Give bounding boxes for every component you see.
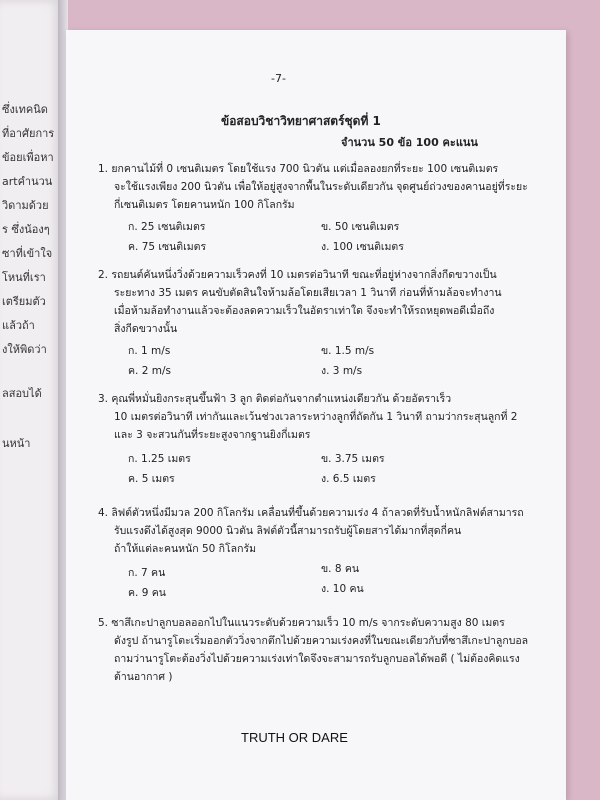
previous-page-text: เตรียมตัว bbox=[2, 295, 46, 308]
previous-page-text: โหนที่เรา bbox=[2, 271, 46, 284]
exam-subtitle: จำนวน 50 ข้อ 100 คะแนน bbox=[341, 136, 478, 149]
previous-page-text: นหน้า bbox=[2, 437, 31, 450]
answer-option[interactable]: ค. 2 m/s bbox=[128, 365, 171, 377]
question-text: จะใช้แรงเพียง 200 นิวตัน เพื่อให้อยู่สูงจากพื้นในระดับเดียวกัน จุดศูนย์ถ่วงของคานอยู่ที่ระยะ bbox=[114, 181, 528, 193]
question-text: และ 3 จะสวนกันที่ระยะสูงจากฐานยิงกี่เมตร bbox=[114, 429, 311, 441]
previous-page-text: artคำนวน bbox=[2, 175, 53, 188]
answer-option[interactable]: ข. 50 เซนติเมตร bbox=[321, 221, 400, 233]
question-text: 5. ซาสึเกะปาลูกบอลออกไปในแนวระดับด้วยความเร็ว 10 m/s จากระดับความสูง 80 เมตร bbox=[98, 617, 505, 629]
previous-page-text: ซึ่งเทคนิด bbox=[2, 103, 48, 116]
previous-page-text: ลสอบได้ bbox=[2, 387, 42, 400]
answer-option[interactable]: ก. 1.25 เมตร bbox=[128, 453, 191, 465]
previous-page-text: ซาที่เข้าใจ bbox=[2, 247, 53, 260]
previous-page-text: ที่อาศัยการ bbox=[2, 127, 55, 140]
answer-option[interactable]: ง. 6.5 เมตร bbox=[321, 473, 376, 485]
answer-option[interactable]: ง. 3 m/s bbox=[321, 365, 363, 377]
question-text: ดังรูป ถ้านารูโตะเริ่มออกตัววิ่งจากตึกไปด้วยความเร่งคงที่ในขณะเดียวกับที่ซาสึเกะปาลูกบอล bbox=[114, 635, 529, 647]
previous-page-text: ข้อยเพื่อหา bbox=[2, 151, 54, 164]
previous-page-text: แล้วถ้า bbox=[2, 319, 35, 332]
answer-option[interactable]: ก. 25 เซนติเมตร bbox=[128, 221, 206, 233]
question-text: ถามว่านารูโตะต้องวิ่งไปด้วยความเร่งเท่าใดจึงจะสามารถรับลูกบอลได้พอดี ( ไม่ต้องคิดแรง bbox=[114, 653, 520, 665]
answer-option[interactable]: ง. 10 คน bbox=[321, 583, 364, 595]
previous-page-text: งให้พิดว่า bbox=[2, 343, 47, 356]
question-text: 3. คุณพี่หมั่นยิงกระสุนขึ้นฟ้า 3 ลูก ติดต่อกันจากตำแหน่งเดียวกัน ด้วยอัตราเร็ว bbox=[98, 393, 452, 405]
question-text: 4. ลิฟต์ตัวหนึ่งมีมวล 200 กิโลกรัม เคลื่อนที่ขึ้นด้วยความเร่ง 4 ถ้าลวดที่รับน้ำหนักลิฟต์สามารถ bbox=[98, 507, 524, 519]
question-text: ต้านอากาศ ) bbox=[114, 671, 173, 683]
question-text: เมื่อห้ามล้อทำงานแล้วจะต้องลดความเร็วในอัตราเท่าใด จึงจะทำให้รถหยุดพอดีเมื่อถึง bbox=[114, 305, 495, 317]
question-text: 2. รถยนต์คันหนึ่งวิ่งด้วยความเร็วคงที่ 10 เมตรต่อวินาที ขณะที่อยู่ห่างจากสิ่งกีดขวางเป็น bbox=[98, 269, 497, 281]
answer-option[interactable]: ก. 7 คน bbox=[128, 567, 166, 579]
page-number: -7- bbox=[271, 72, 286, 85]
question-text: 1. ยกคานไม้ที่ 0 เซนติเมตร โดยใช้แรง 700 นิวตัน แต่เมื่อลองยกที่ระยะ 100 เซนติเมตร bbox=[98, 163, 499, 175]
answer-option[interactable]: ข. 8 คน bbox=[321, 563, 360, 575]
answer-option[interactable]: ค. 9 คน bbox=[128, 587, 166, 599]
question-text: สิ่งกีดขวางนั้น bbox=[114, 323, 178, 335]
previous-page bbox=[0, 0, 62, 800]
answer-option[interactable]: ข. 3.75 เมตร bbox=[321, 453, 385, 465]
exam-title: ข้อสอบวิชาวิทยาศาสตร์ชุดที่ 1 bbox=[221, 114, 381, 128]
question-text: ถ้าให้แต่ละคนหนัก 50 กิโลกรัม bbox=[114, 543, 257, 555]
question-text: ระยะทาง 35 เมตร คนขับตัดสินใจห้ามล้อโดยเสียเวลา 1 วินาที ก่อนที่ห้ามล้อจะทำงาน bbox=[114, 287, 502, 299]
answer-option[interactable]: ข. 1.5 m/s bbox=[321, 345, 375, 357]
previous-page-text: ร ซึ่งน้องๆ bbox=[2, 223, 50, 236]
question-text: กี่เซนติเมตร โดยคานหนัก 100 กิโลกรัม bbox=[114, 199, 295, 211]
question-text: รับแรงดึงได้สูงสุด 9000 นิวตัน ลิฟต์ตัวนี้สามารถรับผู้โดยสารได้มากที่สุดกี่คน bbox=[114, 525, 462, 537]
answer-option[interactable]: ค. 75 เซนติเมตร bbox=[128, 241, 207, 253]
previous-page-text: วิดามด้วย bbox=[2, 199, 49, 212]
question-text: 10 เมตรต่อวินาที เท่ากันและเว้นช่วงเวลาระหว่างลูกที่ถัดกัน 1 วินาที ถามว่ากระสุนลูกที่ 2 bbox=[114, 411, 518, 423]
answer-option[interactable]: ก. 1 m/s bbox=[128, 345, 171, 357]
exam-page bbox=[66, 30, 566, 800]
page-footer: TRUTH OR DARE bbox=[241, 730, 348, 745]
answer-option[interactable]: ค. 5 เมตร bbox=[128, 473, 175, 485]
answer-option[interactable]: ง. 100 เซนติเมตร bbox=[321, 241, 404, 253]
